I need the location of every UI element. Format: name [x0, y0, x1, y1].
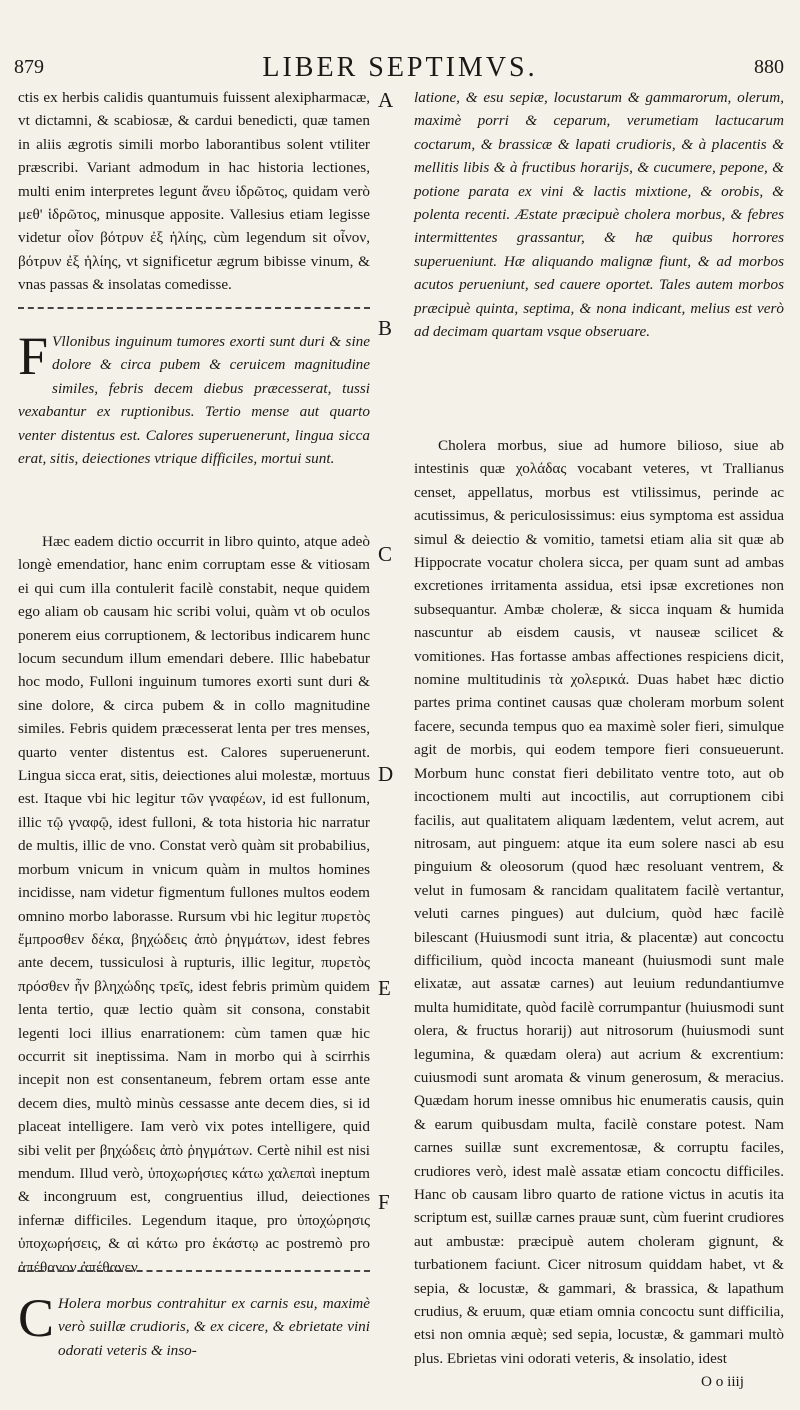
- left-commentary-main: [18, 530, 370, 1279]
- margin-letter-b: B: [378, 316, 393, 340]
- margin-letter-c: C: [378, 542, 393, 566]
- right-commentary: [414, 434, 784, 1394]
- left-paragraph-3: Hæc eadem dictio occurrit in libro quinto, atque adeò longè emendatior, hanc enim corruptam esse & vitiosam ei qui cum illa contulerit facilè constabit, neque quidem ego aliam ob causam hic scribi volui, quàm vt ob oculos ponerem eius corruptionem, & lectoribus indicarem hunc locum secundum illum emendari debere. Illic habebatur hoc modo, Fulloni inguinum tumores exorti sunt duri & sine dolore, & circa pubem & in collo magnitudine similes. Febris quidem præcesserat lenta per tres menses, quarto venter distentus est. Calores superuenerunt. Lingua sicca erat, sitis, deiectiones alui molestæ, mortuus est. Itaque vbi hic legitur τῶν γναφέων, id est fullonum, illic τῷ γναφῷ, idest fulloni, & tota historia hic narratur de multis, illic de vno. Constat verò quàm sit probabilius, morbum vnicum in vnicum quàm in multos homines incidisse, nam videtur figmentum fullones multos eodem omnino morbo laborasse. Rursum vbi hic legitur πυρετὸς ἔμπροσθεν δέκα, βηχώδεις ἀπὸ ῥηγμάτων, idest febres ante decem, tussiculosi à rupturis, illic legitur, πυρετὸς πρόσθεν ἦν βληχώδης τρεῖς, idest febris primùm quidem lenta tertio, quæ lectio quàm sit consona, constabit legenti loci illius enarrationem: cùm tamen quæ hic occurrit sit ineptissima. Nam in morbo qui à scirrhis incepit non est consentaneum, febrem ortam esse ante decem dies, multò minùs cessasse ante decem dies, si id placeat intelligere. Iam verò vix potes intelligere, quid sibi velit per βηχώδεις ἀπὸ ῥηγμάτων. Certè nihil est nisi mendum. Illud verò, ὑποχωρήσιες κάτω χαλεπαὶ ineptum & incongruum est, congruentius illud, deiectiones infernæ difficiles. Legendum itaque, pro ὑποχώρησις ὑποχωρήσεις, & αἱ κάτω pro ἑκάστῳ ac postremò pro ἀπέθανον ἀπέθανεν.: [18, 533, 370, 1276]
- section-divider: [18, 307, 370, 309]
- signature-mark: O o iiij: [700, 1373, 744, 1391]
- margin-letter-e: E: [378, 976, 391, 1000]
- margin-letter-d: D: [378, 762, 394, 786]
- page-number-right: 880: [754, 56, 784, 78]
- section-divider-2: [18, 1270, 370, 1272]
- right-paragraph-1: latione, & esu sepiæ, locustarum & gammarorum, olerum, maximè porri & ceparum, verumetiam lactucarum coctarum, & brassicæ & lapati crudioris, & à placentis & mellitis libis & à fructibus horarijs, & cucumere, pepone, & potione parata ex vini & lactis mixtione, & orobis, & polenta recenti. Æstate præcipuè cholera morbus, & febres intermittentes grassantur, & hæ quibus horrores superueniunt. Hæ aliquando malignæ fiunt, & ad morbos acutos perueniunt, sed cauere oportet. Tales autem morbos præcipuè quinta, septima, & nona indicant, melius est verò ad decimam quartam vsque obseruare.: [414, 89, 784, 341]
- left-aphorism-fullones: [18, 326, 370, 470]
- running-title: LIBER SEPTIMVS.: [262, 52, 538, 83]
- aphorism-text: Vllonibus inguinum tumores exorti sunt duri & sine dolore & circa pubem & ceruicem magnitudine similes, febris decem diebus præcesserat, tussi vexabantur ex ruptionibus. Tertio mense aut quarto venter distentus est. Calores superuenerunt, lingua sicca erat, sitis, deiectiones vtrique difficiles, mortui sunt.: [18, 333, 370, 468]
- running-header: [0, 52, 800, 88]
- page-number-left: 879: [14, 56, 44, 78]
- right-paragraph-2: Cholera morbus, siue ad humore bilioso, siue ab intestinis quæ χολάδας vocabant veteres, vt Trallianus censet, appellatus, morbus est vtilissimus, perinde ac acutissimus, & periculosissimus: eius symptoma est assidua simul & deiectio & vomitio, tametsi etiam alia sit quæ ab Hippocrate vocatur cholera sicca, per quam sunt ad ambas excretiones irritamenta assidua, etsi ipsæ excretiones non subsequantur. Ambæ choleræ, & sicca inquam & humida nascuntur ab eisdem causis, vt nauseæ scilicet & vomitiones. Has fortasse ambas affectiones respiciens dicit, nomine multitudinis τὰ χολερικά. Duas habet hæc dictio partes prima continet causas quæ choleram morbum solent facere, secunda tempus quo ea maximè soler fieri, simulque agit de morbis, qui eodem tempore fieri consueuerunt. Morbum hunc constat fieri debilitato ventre toto, aut ob incoctionem multi aut incoctilis, aut corruptionem cibi facilis, aut qualitatem aliquam lædentem, velut acrem, aut nitrosam, aut pinguem: atque ita eum solere nasci ab esu pinguium & oleosorum (quod hæc resoluant ventrem, & velut in fumosam & rancidam qualitatem facilè vertantur, veluti carnes pingues) aut dulcium, quòd hæc facilè bilescant (Huiusmodi sunt itria, & placentæ) aut concoctu difficilium, quòd incocta maneant (huiusmodi sunt male elixatæ, aut assatæ carnes) aut leuium redundantiumve multa humiditate, quòd facilè corrumpantur (huiusmodi sunt olera, & fructus horarij) aut nitrosorum (huiusmodi sunt legumina, & quædam olera) aut acrium & excrentium: cuiusmodi sunt aromata & vinum generosum, & meracius. Quædam horum inesse omnibus hic enumeratis causis, quin & earum quibusdam multa, facilè constare potest. Nam carnes suillæ sunt excrementosæ, & corruptu faciles, crudiores verò, idest malè assatæ etiam concoctu difficiles. Hanc ob causam libro quarto de ratione victus in acutis ita scriptum est, suillæ carnes prauæ sunt, cùm fuerint crudiores aut ambustæ: præcipuè autem choleram gignunt, & turbationem faciunt. Cicer nitrosum quiddam habet, vt & sepia, & locustæ, & gammari, & brassica, & lapathum crudius, & eruum, quæ etiam omnia concoctu sunt difficilia, etsi non omnia æquè; sed sepia, locustæ, & gammari multò plus. Ebrietas vini odorati veteris, & insolatio, idest: [414, 437, 784, 1367]
- margin-letter-f: F: [378, 1190, 390, 1214]
- drop-cap-f: F: [18, 326, 49, 386]
- drop-cap-c: C: [18, 1288, 55, 1348]
- margin-letter-a: A: [378, 88, 394, 112]
- left-aphorism-cholera: [18, 1288, 370, 1362]
- right-aphorism-continued: [414, 86, 784, 343]
- left-commentary-top: [18, 86, 370, 297]
- aphorism-cholera-text: Holera morbus contrahitur ex carnis esu, maximè verò suillæ crudioris, & ex cicere, & ebrietate vini odorati veteris & inso-: [58, 1295, 370, 1359]
- left-paragraph-1: ctis ex herbis calidis quantumuis fuissent alexipharmacæ, vt dictamni, & scabiosæ, & cardui benedicti, quæ tamen in aliis ægrotis simili morbo laborantibus solent vtiliter præscribi. Variant admodum in hac historia lectiones, multi enim interpretes legunt ἄνευ ἱδρῶτος, quidam verò μεθ' ἱδρῶτος, minusque apposite. Vallesius etiam legisse videtur οἶον βότρυν ἐξ ἡλίης, cùm legendum sit οἶνον, βότρυν ἐξ ἡλίης, vt significetur ægrum bibisse vinum, & vnas passas & insolatas comedisse.: [18, 89, 370, 294]
